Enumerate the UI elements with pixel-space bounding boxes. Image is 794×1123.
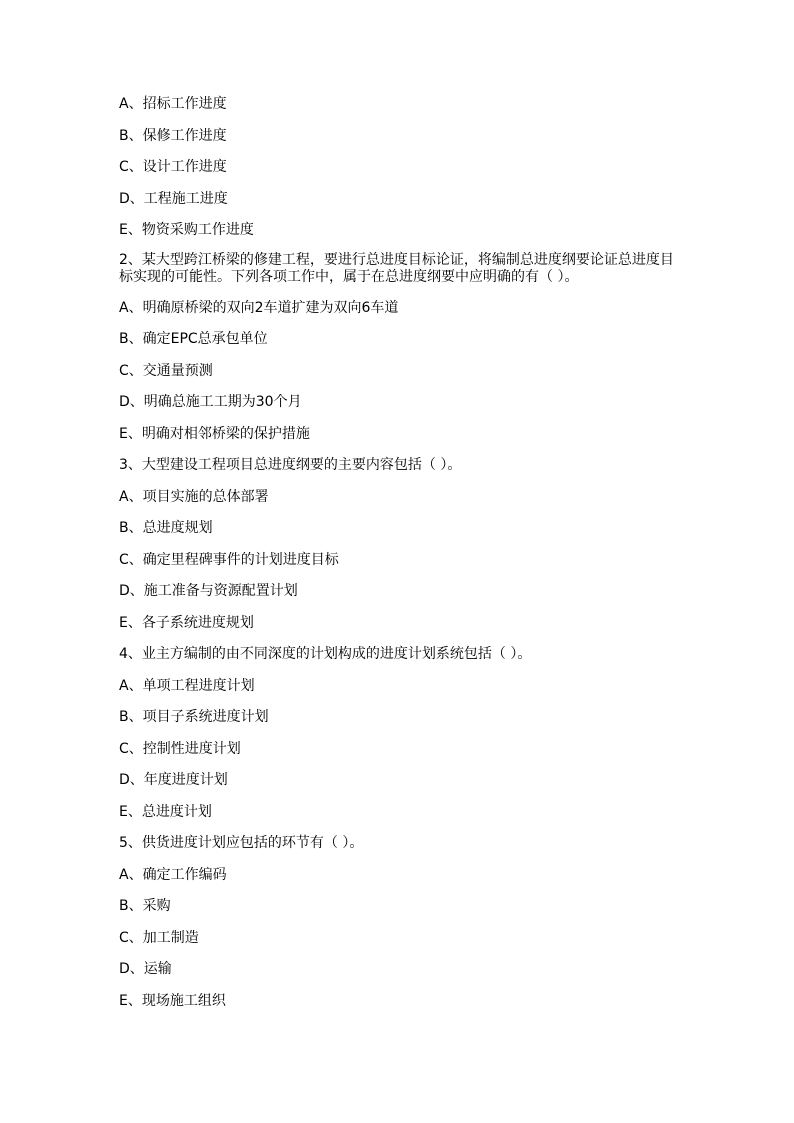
option-4b: B、项目子系统进度计划 xyxy=(119,709,269,725)
option-5b: B、采购 xyxy=(119,898,171,914)
question-4: 4、业主方编制的由不同深度的计划构成的进度计划系统包括（ ）。 xyxy=(119,646,532,662)
option-4c: C、控制性进度计划 xyxy=(119,740,241,757)
question-2: 2、某大型跨江桥梁的修建工程，要进行总进度目标论证，将编制总进度纲要论证总进度目标实现的可能性。下列各项工作中，属于在总进度纲要中应明确的有（ ）。 xyxy=(119,251,674,285)
option-3b: B、总进度规划 xyxy=(119,520,213,536)
option-1e: E、物资采购工作进度 xyxy=(119,222,254,238)
option-5a: A、确定工作编码 xyxy=(119,866,227,883)
option-1a: A、招标工作进度 xyxy=(119,96,227,112)
option-2d: D、明确总施工工期为30个月 xyxy=(119,394,302,410)
option-3e: E、各子系统进度规划 xyxy=(119,614,254,631)
question-3: 3、大型建设工程项目总进度纲要的主要内容包括（ ）。 xyxy=(119,457,462,473)
option-1c: C、设计工作进度 xyxy=(119,159,227,175)
document-body xyxy=(119,94,679,1022)
option-4a: A、单项工程进度计划 xyxy=(119,677,255,694)
option-3a: A、项目实施的总体部署 xyxy=(119,488,269,505)
option-2a: A、明确原桥梁的双向2车道扩建为双向6车道 xyxy=(119,299,399,316)
option-5d: D、运输 xyxy=(119,961,172,977)
option-1b: B、保修工作进度 xyxy=(119,127,227,144)
option-3d: D、施工准备与资源配置计划 xyxy=(119,583,298,599)
option-5c: C、加工制造 xyxy=(119,929,199,946)
option-2c: C、交通量预测 xyxy=(119,362,213,379)
option-4d: D、年度进度计划 xyxy=(119,772,228,788)
option-3c: C、确定里程碑事件的计划进度目标 xyxy=(119,551,339,568)
question-5: 5、供货进度计划应包括的环节有（ ）。 xyxy=(119,835,364,851)
option-2e: E、明确对相邻桥梁的保护措施 xyxy=(119,425,310,442)
option-1d: D、工程施工进度 xyxy=(119,190,228,207)
option-4e: E、总进度计划 xyxy=(119,803,212,820)
option-5e: E、现场施工组织 xyxy=(119,992,226,1009)
option-2b: B、确定EPC总承包单位 xyxy=(119,331,268,347)
